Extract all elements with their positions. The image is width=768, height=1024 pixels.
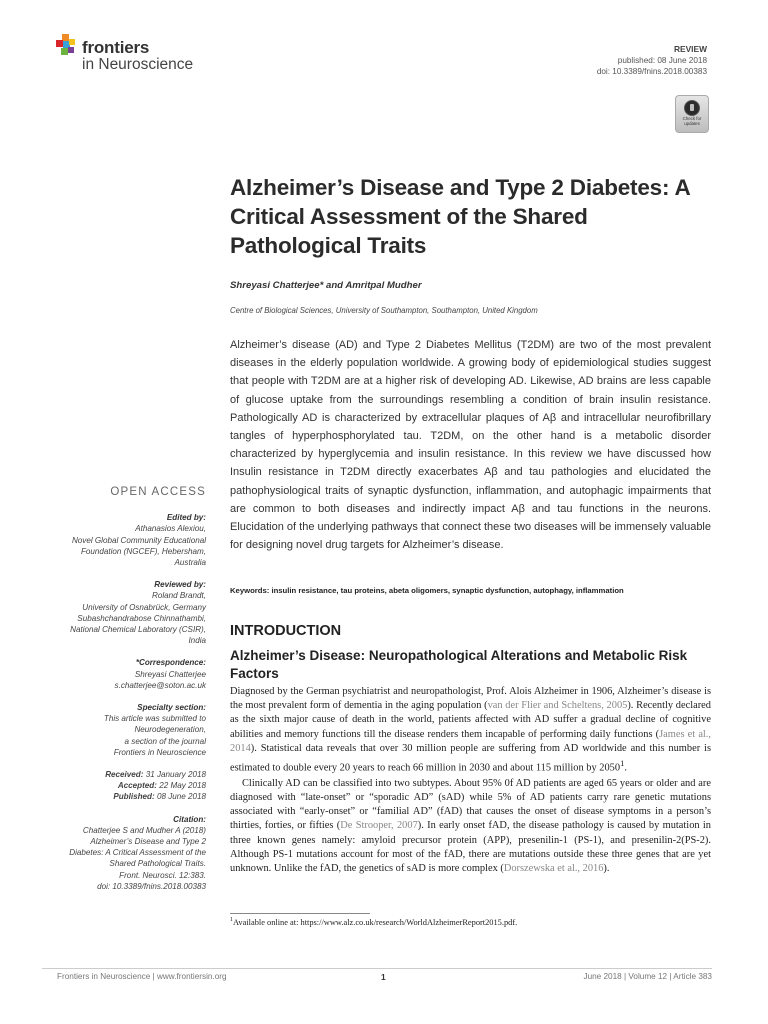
edited-by-section <box>40 512 206 568</box>
accepted-label: Accepted: <box>117 781 157 791</box>
accepted-date <box>40 780 206 791</box>
accepted-value: 22 May 2018 <box>159 781 206 791</box>
footer-journal[interactable]: Frontiers in Neuroscience | www.frontiersin.org <box>57 972 227 981</box>
journal-logo[interactable] <box>56 34 226 80</box>
specialty-line: Neurodegeneration, <box>134 725 206 735</box>
reviewer-line: India <box>188 636 206 646</box>
citation-section <box>40 814 206 892</box>
brand-name: frontiers <box>82 38 150 57</box>
frontiers-logo-icon <box>56 34 78 62</box>
specialty-line: This article was submitted to <box>103 714 206 724</box>
citation-link[interactable]: De Strooper, 2007 <box>340 820 418 832</box>
specialty-line: Frontiers in Neuroscience <box>113 747 206 757</box>
editor-line[interactable]: Athanasios Alexiou, <box>135 524 206 534</box>
correspondence-label: *Correspondence: <box>135 658 206 668</box>
editor-line: Novel Global Community Educational <box>71 535 206 545</box>
received-value: 31 January 2018 <box>145 770 206 780</box>
specialty-section <box>40 702 206 758</box>
footnote-text[interactable]: Available online at: https://www.alz.co.uk/research/WorldAlzheimerReport2015.pdf. <box>233 917 518 927</box>
citation-link[interactable]: van der Flier and Scheltens, 2005 <box>487 700 628 712</box>
affiliation: Centre of Biological Sciences, University of Southampton, Southampton, United Kingdom <box>230 306 538 315</box>
keywords-label: Keywords: <box>230 586 270 595</box>
correspondence-section <box>40 657 206 691</box>
received-label: Received: <box>105 770 144 780</box>
section-heading: INTRODUCTION <box>230 623 342 639</box>
bookmark-icon <box>684 100 700 116</box>
body-text <box>230 685 711 876</box>
keywords <box>230 586 720 595</box>
check-for-updates-button[interactable] <box>675 95 709 133</box>
reviewer-line: University of Osnabrück, Germany <box>82 602 206 612</box>
footnote: $^1$Available online at: https://www.alz.co.uk/research/WorldAlzheimerReport2015.pdf. <box>230 917 518 927</box>
citation-label: Citation: <box>173 814 206 824</box>
citation-line: Alzheimer’s Disease and Type 2 <box>90 837 206 847</box>
authors[interactable]: Shreyasi Chatterjee* and Amritpal Mudher <box>230 280 422 291</box>
published-date-sidebar <box>40 791 206 802</box>
citation-line: Front. Neurosci. 12:383. <box>119 870 206 880</box>
citation-line: Chatterjee S and Mudher A (2018) <box>82 825 206 835</box>
article-doi[interactable]: doi: 10.3389/fnins.2018.00383 <box>596 67 707 76</box>
specialty-label: Specialty section: <box>137 703 206 713</box>
edited-by-label: Edited by: <box>166 513 206 523</box>
subsection-heading: Alzheimer’s Disease: Neuropathological Alterations and Metabolic Risk Factors <box>230 648 688 681</box>
reviewer-line: National Chemical Laboratory (CSIR), <box>70 625 206 635</box>
reviewer-line[interactable]: Roland Brandt, <box>152 591 206 601</box>
published-value: 08 June 2018 <box>156 792 206 802</box>
correspondence-name: Shreyasi Chatterjee <box>134 669 206 679</box>
published-label: Published: <box>113 792 155 802</box>
footer-divider <box>42 968 712 969</box>
article-meta <box>597 44 707 77</box>
published-date: published: 08 June 2018 <box>617 56 707 65</box>
footnote-divider <box>230 913 370 914</box>
citation-line: Diabetes: A Critical Assessment of the <box>69 848 206 858</box>
page-number: 1 <box>381 972 386 982</box>
abstract: Alzheimer’s disease (AD) and Type 2 Diabetes Mellitus (T2DM) are two of the most prevalent diseases in the elderly population worldwide. A growing body of epidemiological studies suggest that people with T2DM are at a higher risk of developing AD. Likewise, AD brains are less capable of glucose uptake from the surroundings resembling a condition of brain insulin resistance. Pathologically AD is characterized by extracellular plaques of Aβ and intracellular neurofibrillary tangles of hyperphosphorylated tau. T2DM, on the other hand is a metabolic disorder characterized by hyperglycemia and insulin resistance. In this review we have discussed how Insulin resistance in T2DM directly exacerbates Aβ and tau pathologies and elucidated the pathophysiological traits of synaptic dysfunction, inflammation, and autophagic impairments that are common to both diseases and indirectly impact Aβ and tau functions in the neurons. Elucidation of the underlying pathways that connect these two diseases will be immensely valuable for designing novel drug targets for Alzheimer’s disease. <box>230 339 711 552</box>
received-date <box>40 769 206 780</box>
open-access-label: OPEN ACCESS <box>110 486 206 498</box>
reviewed-by-label: Reviewed by: <box>154 580 206 590</box>
citation-link[interactable]: James et al., 2014 <box>230 728 712 754</box>
editor-line: Foundation (NGCEF), Hebersham, <box>80 546 206 556</box>
specialty-line: a section of the journal <box>124 736 206 746</box>
footer-issue: June 2018 | Volume 12 | Article 383 <box>583 972 712 981</box>
footnote-marker[interactable]: 1 <box>620 758 625 769</box>
journal-name: in Neuroscience <box>82 56 194 73</box>
paragraph: Diagnosed by the German psychiatrist and neuropathologist, Prof. Alois Alzheimer in 1906, Alzheimer’s disease is the most prevalent form of dementia in the aging population (van der Flier and Scheltens, 2005). Recently declared as the sixth major cause of death in the world, patients affected with AD suffer a gradual decline of cognitive abilities and memory functions till the disease renders them incapable of performing daily functions (James et al., 2014). Statistical data reveals that over 30 million people are suffering from AD worldwide and this number is estimated to double every 20 years to reach 66 million in 2030 and about 115 million by 2050$^1$. <box>230 686 712 774</box>
article-type: REVIEW <box>673 44 707 54</box>
article-info-sidebar <box>40 487 206 903</box>
reviewed-by-section <box>40 579 206 646</box>
citation-line: Shared Pathological Traits. <box>109 859 206 869</box>
article-title: Alzheimer’s Disease and Type 2 Diabetes: A Critical Assessment of the Shared Pathological Traits <box>230 175 690 258</box>
check-updates-label: Check for updates <box>682 116 702 126</box>
reviewer-line[interactable]: Subashchandrabose Chinnathambi, <box>77 613 206 623</box>
citation-doi[interactable]: doi: 10.3389/fnins.2018.00383 <box>97 881 206 891</box>
editor-line: Australia <box>174 558 206 568</box>
correspondence-email[interactable]: s.chatterjee@soton.ac.uk <box>114 680 206 690</box>
keywords-list: insulin resistance, tau proteins, abeta oligomers, synaptic dysfunction, autophagy, inflammation <box>271 586 624 595</box>
paragraph: Clinically AD can be classified into two subtypes. About 95% 0f AD patients are aged 65 years or older and are diagnosed with “late-onset” or “sporadic AD” (sAD) while 5% of AD patients carry rare genetic mutations associated with “early-onset” or “familial AD” (fAD) that causes the onset of disease symptoms in a person’s thirties, forties, or fifties (De Strooper, 2007). In early onset fAD, the disease pathology is caused by mutation in three known genes namely: amyloid precursor protein (APP), presenilin-1 (PS-1), and presenilin-2(PS-2). Although PS-1 mutations account for most of the fAD, there are mutations outside these three genes that are yet unknown. Unlike the fAD, the genetics of sAD is more complex (Dorszewska et al., 2016). <box>230 777 711 874</box>
dates-section <box>40 769 206 803</box>
citation-link[interactable]: Dorszewska et al., 2016 <box>503 862 604 874</box>
